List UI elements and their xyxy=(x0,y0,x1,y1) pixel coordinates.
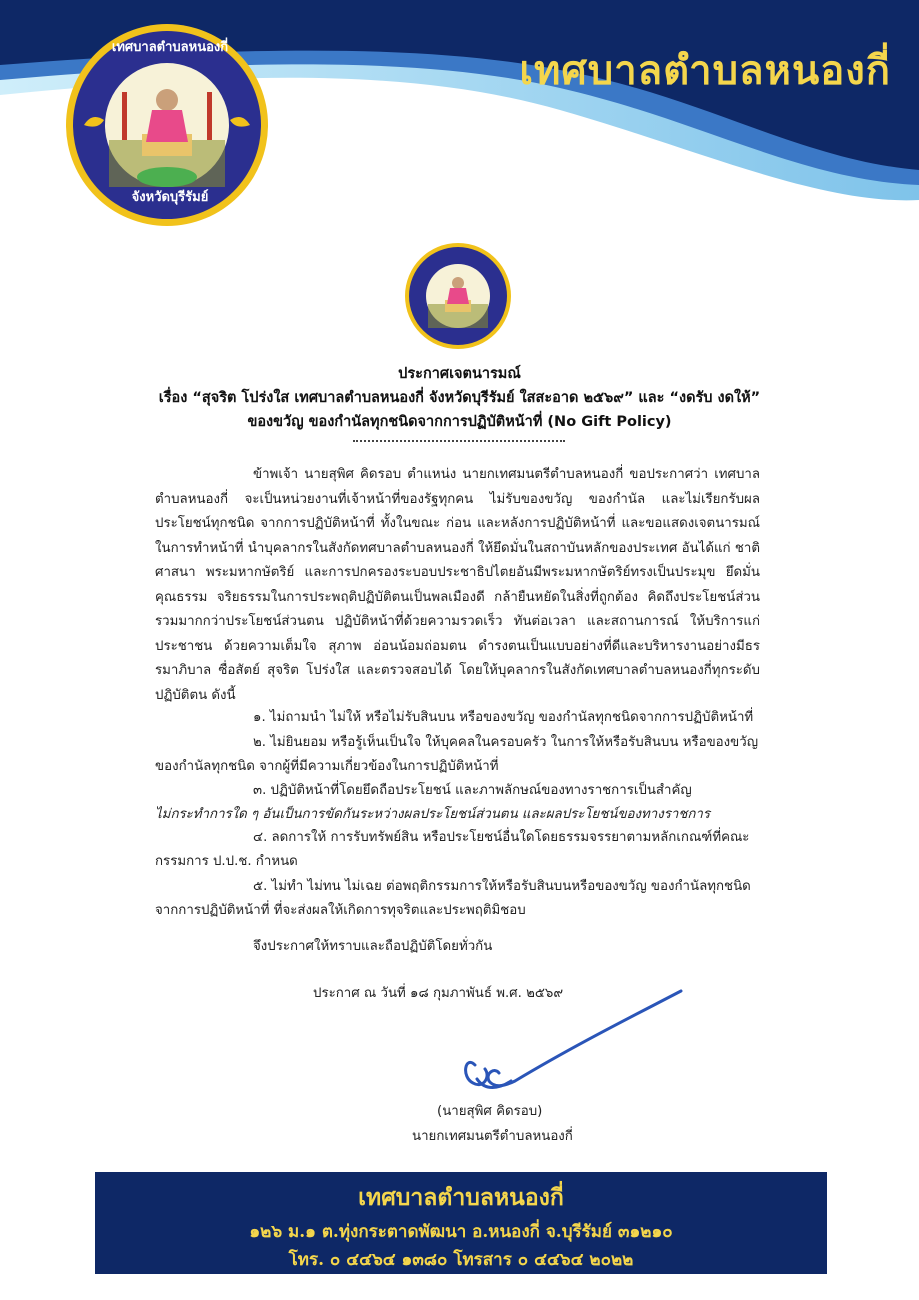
signature-icon xyxy=(455,985,695,1095)
list-item: ๕. ไม่ทำ ไม่ทน ไม่เฉย ต่อพฤติกรรมการให้หรือรับสินบนหรือของขวัญ ของกำนัลทุกชนิดจากการปฏิบัติหน้าที่ ที่จะส่งผลให้เกิดการทุจริตและประพฤติมิชอบ xyxy=(155,879,751,919)
list-item: ๒. ไม่ยินยอม หรือรู้เห็นเป็นใจ ให้บุคคลในครอบครัว ในการให้หรือรับสินบน หรือของขวัญของกำนัลทุกชนิด จากผู้ที่มีความเกี่ยวข้องในการปฏิบัติหน้าที่ xyxy=(155,735,759,775)
announcement-subject-line-1: เรื่อง “สุจริต โปร่งใส เทศบาลตำบลหนองกี่ จังหวัดบุรีรัมย์ ใสสะอาด ๒๕๖๙” และ “งดรับ งดให้” xyxy=(158,390,761,406)
footer-banner xyxy=(95,1172,827,1274)
footer-address: ๑๒๖ ม.๑ ต.ทุ่งกระตาดพัฒนา อ.หนองกี่ จ.บุรีรัมย์ ๓๑๒๑๐ xyxy=(249,1222,673,1242)
dotted-divider xyxy=(353,440,565,442)
list-item: ๑. ไม่ถามนำ ไม่ให้ หรือไม่รับสินบน หรือของขวัญ ของกำนัลทุกชนิดจากการปฏิบัติหน้าที่ xyxy=(253,710,754,725)
signer-name: (นายสุพิศ คิดรอบ) xyxy=(437,1104,543,1119)
footer-org-name: เทศบาลตำบลหนองกี่ xyxy=(358,1184,564,1211)
list-item-continuation: ไม่กระทำการใด ๆ อันเป็นการขัดกันระหว่างผลประโยชน์ส่วนตน และผลประโยชน์ของทางราชการ xyxy=(155,807,711,822)
intro-paragraph: ข้าพเจ้า นายสุพิศ คิดรอบ ตำแหน่ง นายกเทศมนตรีตำบลหนองกี่ ขอประกาศว่า เทศบาลตำบลหนองกี่ จะเป็นหน่วยงานที่เจ้าหน้าที่ของรัฐทุกคน ไม่รับของขวัญ ของกำนัล และไม่เรียกรับผลประโยชน์ทุกชนิด จากการปฏิบัติหน้าที่ ทั้งในขณะ ก่อน และหลังการปฏิบัติหน้าที่ และขอแสดงเจตนารมณ์ในการทำหน้าที่ นำบุคลากรในสังกัดทศบาลตำบลหนองกี่ ให้ยึดมั่นในสถาบันหลักของประเทศ อันได้แก่ ชาติ ศาสนา พระมหากษัตริย์ และการปกครองระบอบประชาธิปไตยอันมีพระมหากษัตริย์ทรงเป็นประมุข ยึดมั่นคุณธรรม จริยธรรมในการประพฤติปฏิบัติตนเป็นพลเมืองดี กล้ายืนหยัดในสิ่งที่ถูกต้อง คิดถึงประโยชน์ส่วนรวมมากกว่าประโยชน์ส่วนตน ปฏิบัติหน้าที่ด้วยความรวดเร็ว ทันต่อเวลา และสถานการณ์ ให้บริการแก่ประชาชน ด้วยความเต็มใจ สุภาพ อ่อนน้อมถ่อมตน ดำรงตนเป็นแบบอย่างที่ดีและบริหารงานอย่างมีธรรมาภิบาล ซื่อสัตย์ สุจริต โปร่งใส และตรวจสอบได้ โดยให้บุคลากรในสังกัดเทศบาลตำบลหนองกี่ทุกระดับปฏิบัติตน ดังนี้ xyxy=(155,467,760,703)
footer-contact: โทร. ๐ ๔๔๖๔ ๑๓๘๐ โทรสาร ๐ ๔๔๖๔ ๒๐๒๒ xyxy=(288,1250,634,1270)
announcement-type: ประกาศเจตนารมณ์ xyxy=(398,366,521,382)
announcement-subject-line-2: ของขวัญ ของกำนัลทุกชนิดจากการปฏิบัติหน้าที่ (No Gift Policy) xyxy=(247,414,672,430)
seal-bottom-text: จังหวัดบุรีรัมย์ xyxy=(131,190,209,205)
header-org-name: เทศบาลตำบลหนองกี่ xyxy=(519,47,891,94)
list-item: ๓. ปฏิบัติหน้าที่โดยยึดถือประโยชน์ และภาพลักษณ์ของทางราชการเป็นสำคัญ xyxy=(253,783,692,798)
closing-statement: จึงประกาศให้ทราบและถือปฏิบัติโดยทั่วกัน xyxy=(253,939,493,954)
document-seal-icon xyxy=(404,242,512,350)
list-item: ๔. ลดการให้ การรับทรัพย์สิน หรือประโยชน์อื่นใดโดยธรรมจรรยาตามหลักเกณฑ์ที่คณะกรรมการ ป.ป.ช. กำหนด xyxy=(155,830,750,870)
seal-top-text: เทศบาลตำบลหนองกี่ xyxy=(111,40,229,55)
signer-title: นายกเทศมนตรีตำบลหนองกี่ xyxy=(412,1129,573,1144)
announcement-date: ประกาศ ณ วันที่ ๑๘ กุมภาพันธ์ พ.ศ. ๒๕๖๙ xyxy=(313,986,564,1001)
